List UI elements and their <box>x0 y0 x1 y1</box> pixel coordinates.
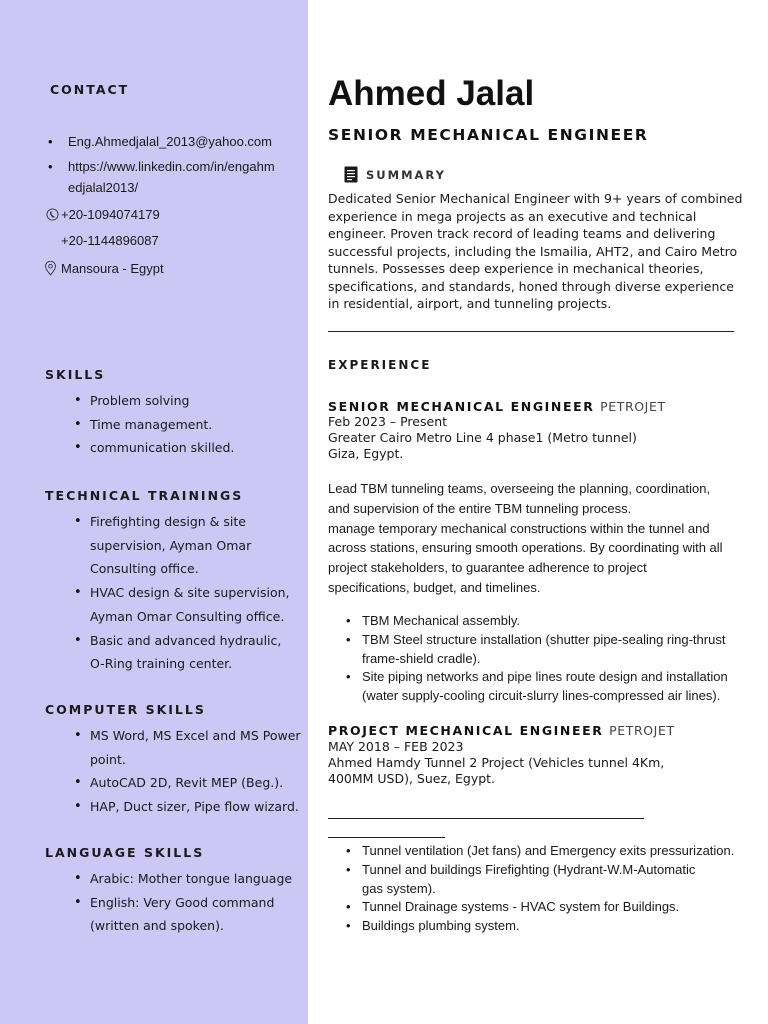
language-item-line: (written and spoken). <box>90 918 224 934</box>
job-1-bullets <box>344 612 764 706</box>
summary-line: experience in mega projects as an executive and technical <box>328 208 697 224</box>
job-1-location: Giza, Egypt. <box>328 446 404 461</box>
job-1-bullet <box>344 612 764 631</box>
training-item-line: • Basic and advanced hydraulic, <box>90 632 282 648</box>
linkedin-text-line2: edjalal2013/ <box>68 180 139 195</box>
computer-skill-item-line: • MS Word, MS Excel and MS Power <box>90 728 301 743</box>
computer-skill-item-line: • AutoCAD 2D, Revit MEP (Beg.). <box>90 775 284 791</box>
job-2-bullet-line: • Buildings plumbing system. <box>362 918 520 934</box>
location-text: Mansoura - Egypt <box>61 261 164 276</box>
language-skills-heading: LANGUAGE SKILLS <box>45 845 205 860</box>
job-1-bullet-line: • Site piping networks and pipe lines route design and installation <box>362 669 728 685</box>
skill-item <box>72 413 302 437</box>
job-1-project: Greater Cairo Metro Line 4 phase1 (Metro tunnel) <box>328 430 637 445</box>
job-1-company: PETROJET <box>600 399 666 414</box>
computer-skill-item <box>72 771 304 795</box>
job-1-description-line: across stations, ensuring smooth operations. By coordinating with all <box>328 540 723 556</box>
training-item <box>72 629 304 676</box>
job-2-bullets <box>344 842 764 936</box>
job-2-bullet-line: • Tunnel ventilation (Jet fans) and Emergency exits pressurization. <box>362 843 735 858</box>
job-2-project-line2: 400MM USD), Suez, Egypt. <box>328 771 496 786</box>
contact-list <box>46 134 306 198</box>
summary-line: specifications, and standards, honed through diverse experience <box>328 278 734 294</box>
job-2-bullet-line: • Tunnel Drainage systems - HVAC system for Buildings. <box>362 899 680 915</box>
job-1-bullet-line: frame-shield cradle). <box>362 650 481 666</box>
job-2-bullet-line: • Tunnel and buildings Firefighting (Hydrant-W.M-Automatic <box>362 861 696 877</box>
summary-line: Dedicated Senior Mechanical Engineer with 9+ years of combined <box>328 191 743 206</box>
training-item-line: • Firefighting design & site <box>90 514 246 529</box>
job-2-project-line1: Ahmed Hamdy Tunnel 2 Project (Vehicles tunnel 4Km, <box>328 755 665 770</box>
job-2-bullet <box>344 861 764 899</box>
skill-item-line: • communication skilled. <box>90 440 235 455</box>
training-item-line: Ayman Omar Consulting office. <box>90 608 285 624</box>
computer-skill-item-line: • HAP, Duct sizer, Pipe flow wizard. <box>90 799 299 815</box>
job-1-description-line: and supervision of the entire TBM tunneling process. <box>328 500 632 516</box>
job-2-meta <box>328 739 664 787</box>
skill-item-line: • Problem solving <box>90 393 190 408</box>
computer-skill-item <box>72 795 304 819</box>
job-1-bullet <box>344 631 764 669</box>
job-1-description-line: specifications, budget, and timelines. <box>328 579 541 595</box>
email-text: Eng.Ahmedjalal_2013@yahoo.com <box>68 134 272 149</box>
phone-icon <box>46 208 59 221</box>
profile-name: Ahmed Jalal <box>328 74 535 113</box>
summary-heading: SUMMARY <box>366 168 446 182</box>
main-content <box>308 0 768 1024</box>
summary-line: tunnels. Possesses deep experience in mechanical theories, <box>328 261 704 276</box>
job-2-company: PETROJET <box>609 723 675 738</box>
language-skills-list <box>72 867 304 938</box>
summary-line: engineer. Proven track record of leading teams and delivering <box>328 226 716 241</box>
job-2-dates: MAY 2018 – FEB 2023 <box>328 739 464 754</box>
linkedin-text-line1: • https://www.linkedin.com/in/engahm <box>68 159 275 174</box>
job-2-bullet <box>344 898 764 917</box>
language-item-line: • Arabic: Mother tongue language <box>90 871 293 886</box>
computer-skill-item-line: point. <box>90 751 126 767</box>
skills-heading: SKILLS <box>45 367 106 382</box>
job-1-bullet-line: • TBM Steel structure installation (shutter pipe-sealing ring-thrust <box>362 631 726 647</box>
summary-text <box>328 190 758 313</box>
phone-1[interactable]: +20-1094074179 <box>61 207 160 222</box>
job-2-divider-short <box>328 837 445 838</box>
profile-title: SENIOR MECHANICAL ENGINEER <box>328 126 649 144</box>
skills-list <box>72 389 302 460</box>
job-2-divider-long <box>328 818 644 819</box>
job-2-title <box>328 723 675 738</box>
job-2-role: PROJECT MECHANICAL ENGINEER <box>328 723 604 738</box>
job-1-dates: Feb 2023 – Present <box>328 414 448 429</box>
skill-item <box>72 389 302 413</box>
job-1-meta <box>328 414 637 462</box>
trainings-heading: TECHNICAL TRAININGS <box>45 488 244 503</box>
job-1-role: SENIOR MECHANICAL ENGINEER <box>328 399 595 414</box>
job-1-description-line: project stakeholders, to guarantee adherence to project <box>328 560 647 576</box>
sidebar <box>0 0 308 1024</box>
contact-heading: CONTACT <box>50 82 130 97</box>
contact-email[interactable] <box>46 134 306 156</box>
location-pin-icon <box>44 261 57 276</box>
skill-item-line: • Time management. <box>90 416 213 432</box>
computer-skills-list <box>72 724 304 819</box>
job-1-description <box>328 479 768 598</box>
training-item <box>72 510 304 581</box>
training-item-line: • HVAC design & site supervision, <box>90 585 290 601</box>
document-icon <box>344 166 358 183</box>
training-item <box>72 581 304 628</box>
training-item-line: Consulting office. <box>90 561 199 577</box>
job-1-description-line: manage temporary mechanical constructions within the tunnel and <box>328 520 710 536</box>
job-1-title <box>328 399 666 414</box>
summary-line: in residential, airport, and tunneling projects. <box>328 296 612 311</box>
job-1-bullet-line: • TBM Mechanical assembly. <box>362 613 520 628</box>
trainings-list <box>72 510 304 676</box>
contact-linkedin[interactable] <box>46 156 306 198</box>
phone-2[interactable]: +20-1144896087 <box>61 233 159 248</box>
language-item-line: • English: Very Good command <box>90 894 275 910</box>
divider <box>328 331 734 332</box>
skill-item <box>72 436 302 460</box>
job-2-bullet-line: gas system). <box>362 880 436 896</box>
computer-skills-heading: COMPUTER SKILLS <box>45 702 206 717</box>
job-1-bullet <box>344 668 764 706</box>
job-2-bullet <box>344 842 764 861</box>
computer-skill-item <box>72 724 304 771</box>
language-item <box>72 891 304 938</box>
summary-line: successful projects, including the Ismailia, AHT2, and Cairo Metro <box>328 243 738 259</box>
job-1-description-line: Lead TBM tunneling teams, overseeing the planning, coordination, <box>328 481 711 496</box>
training-item-line: supervision, Ayman Omar <box>90 537 252 553</box>
training-item-line: O-Ring training center. <box>90 656 233 672</box>
experience-heading: EXPERIENCE <box>328 358 432 372</box>
job-1-bullet-line: (water supply-cooling circuit-slurry lines-compressed air lines). <box>362 688 721 704</box>
language-item <box>72 867 304 891</box>
job-2-bullet <box>344 917 764 936</box>
